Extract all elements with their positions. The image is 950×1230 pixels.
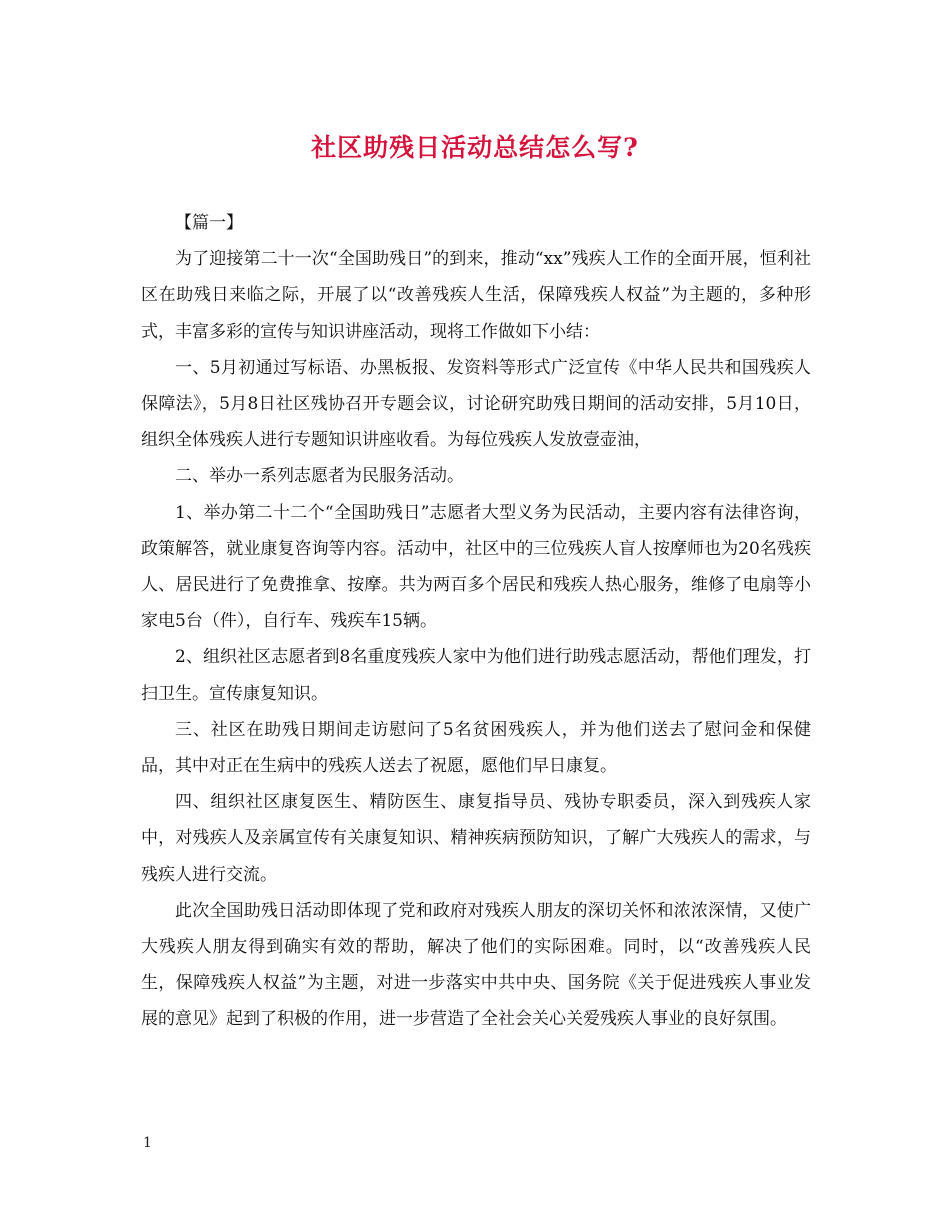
paragraph-item-2: 二、举办一系列志愿者为民服务活动。 xyxy=(175,466,464,487)
paragraph-item-4: 四、组织社区康复医生、精防医生、康复指导员、残协专职委员，深入到残疾人家中，对残疾人及亲属宣传有关康复知识、精神疾病预防知识，了解广大残疾人的需求，与残疾人进行交流。 xyxy=(141,792,811,885)
page-number: 1 xyxy=(143,1135,152,1151)
document-title: 社区助残日活动总结怎么写? xyxy=(311,133,639,162)
paragraph-intro: 为了迎接第二十一次“全国助残日”的到来，推动“xx”残疾人工作的全面开展，恒利社区在助残日来临之际，开展了以“改善残疾人生活，保障残疾人权益”为主题的，多种形式，丰富多彩的宣传与知识讲座活动，现将工作做如下小结： xyxy=(141,249,811,342)
paragraph-subitem-2: 2、组织社区志愿者到8名重度残疾人家中为他们进行助残志愿活动，帮他们理发，打扫卫生。宣传康复知识。 xyxy=(141,647,811,704)
paragraph-item-3: 三、社区在助残日期间走访慰问了5名贫困残疾人，并为他们送去了慰问金和保健品，其中对正在生病中的残疾人送去了祝愿，愿他们早日康复。 xyxy=(141,719,811,777)
paragraph-subitem-1: 1、举办第二十二个“全国助残日”志愿者大型义务为民活动，主要内容有法律咨询，政策解答，就业康复咨询等内容。活动中，社区中的三位残疾人盲人按摩师也为20名残疾人、居民进行了免费推拿、按摩。共为两百多个居民和残疾人热心服务，维修了电扇等小家电5台（件），自行车、残疾车15辆。 xyxy=(141,502,811,632)
section-label: 【篇一】 xyxy=(175,213,243,233)
paragraph-conclusion: 此次全国助残日活动即体现了党和政府对残疾人朋友的深切关怀和浓浓深情，又使广大残疾人朋友得到确实有效的帮助，解决了他们的实际困难。同时，以“改善残疾人民生，保障残疾人权益”为主题，对进一步落实中共中央、国务院《关于促进残疾人事业发展的意见》起到了积极的作用，进一步营造了全社会关心关爱残疾人事业的良好氛围。 xyxy=(141,900,811,1030)
paragraph-item-1: 一、5月初通过写标语、办黑板报、发资料等形式广泛宣传《中华人民共和国残疾人保障法》，5月8日社区残协召开专题会议，讨论研究助残日期间的活动安排，5月10日，组织全体残疾人进行专题知识讲座收看。为每位残疾人发放壹壶油， xyxy=(141,357,811,451)
document-body xyxy=(141,205,811,1038)
